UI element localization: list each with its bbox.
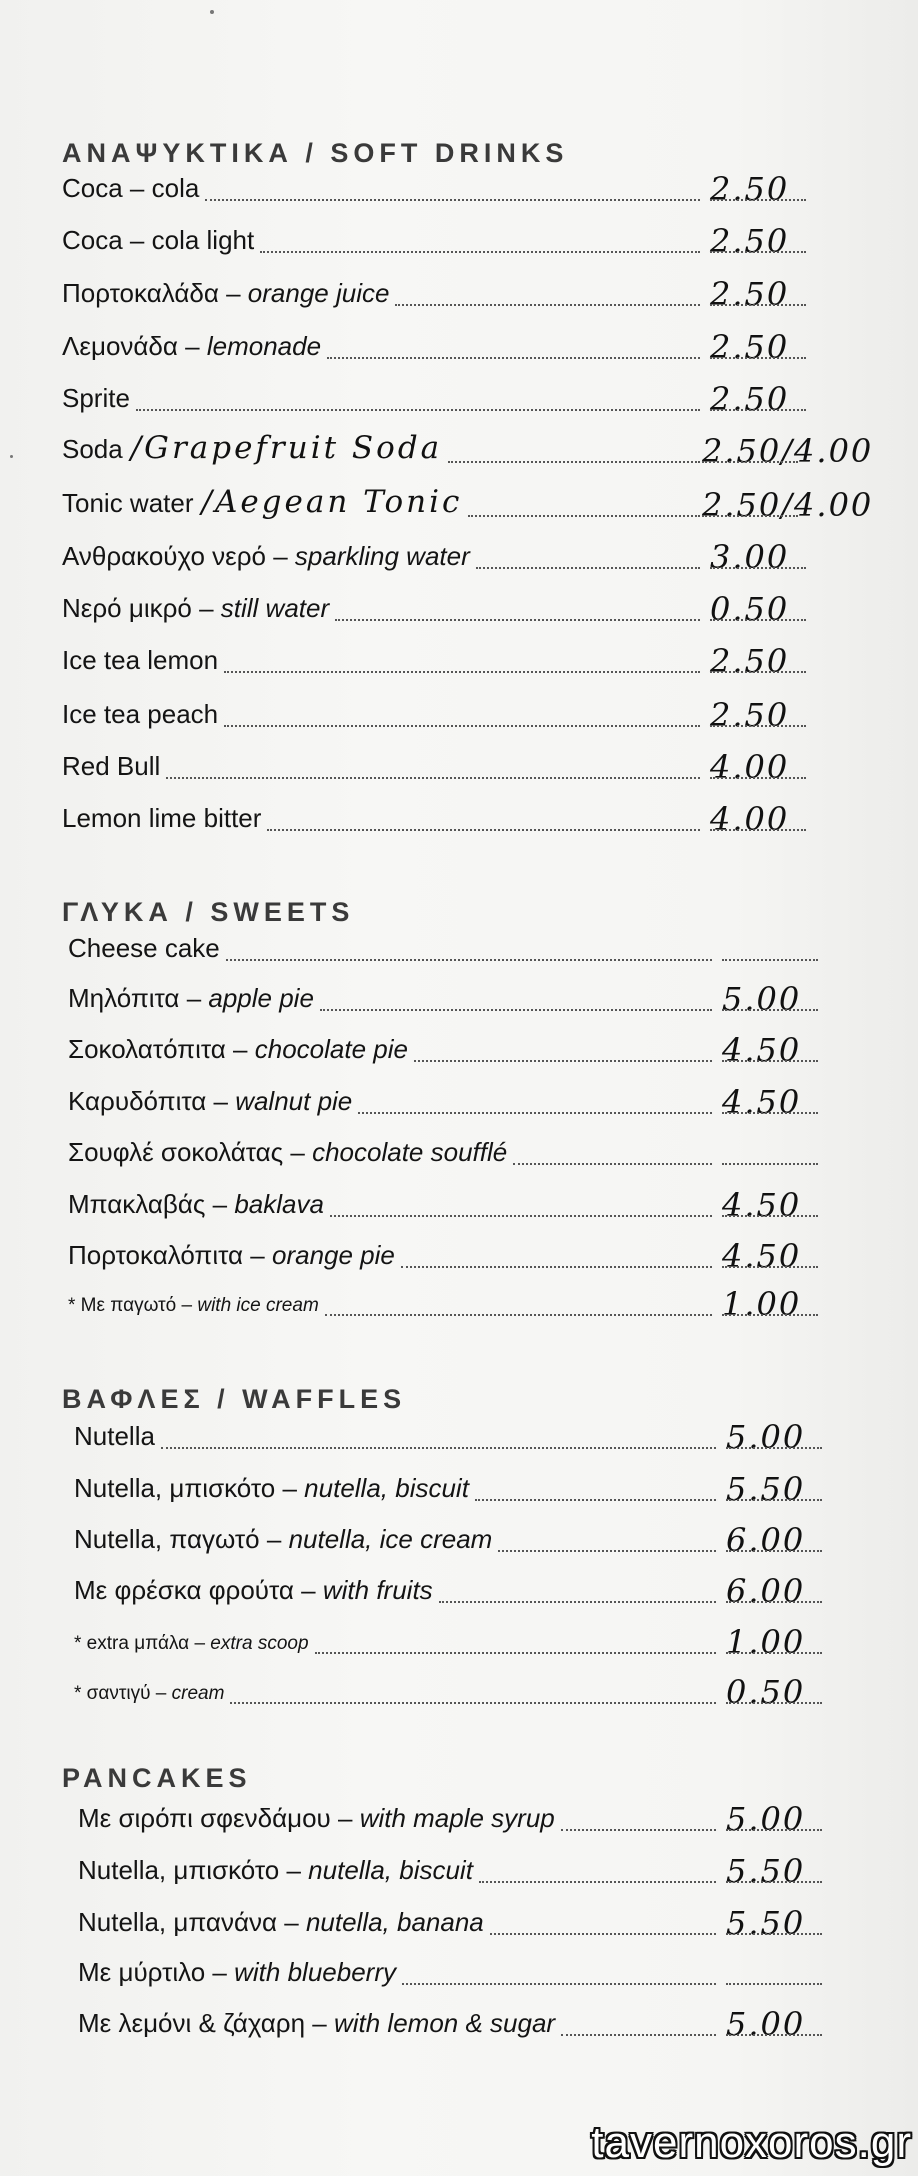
menu-item-name <box>74 1575 433 1606</box>
menu-item-name-english: chocolate pie <box>254 1034 408 1064</box>
menu-item-name-greek: Μπακλαβάς – <box>68 1189 235 1219</box>
price-leader <box>722 1163 818 1165</box>
menu-item-price: 4.00 <box>710 800 790 838</box>
menu-item-price: 5.50 <box>726 1904 806 1942</box>
menu-item-name-greek: Coca – cola light <box>62 225 255 255</box>
menu-item-name-greek: * extra μπάλα – <box>74 1633 211 1654</box>
menu-item <box>68 1237 802 1277</box>
menu-item-name-greek: Cheese cake <box>68 933 220 963</box>
price-leader <box>726 1702 822 1704</box>
menu-item-price: 4.50 <box>722 1186 802 1224</box>
menu-item-name <box>62 803 261 834</box>
menu-item <box>62 222 790 262</box>
menu-item-name-english: still water <box>220 593 330 623</box>
section-title-sweets: ΓΛΥΚΑ / SWEETS <box>62 897 355 927</box>
price-leader <box>722 1009 818 1011</box>
dot-leader <box>136 409 700 411</box>
price-leader <box>726 1933 822 1935</box>
menu-item <box>62 484 874 526</box>
dot-leader <box>327 357 700 359</box>
price-leader <box>702 461 798 463</box>
dot-leader <box>224 671 700 673</box>
menu-item-price: 2.50 <box>710 275 790 313</box>
menu-item-name-greek: Σουφλέ σοκολάτας – <box>68 1137 313 1167</box>
menu-item-name-english: with fruits <box>322 1575 433 1605</box>
menu-item <box>62 380 790 420</box>
menu-item-name <box>68 1034 408 1065</box>
menu-item <box>62 430 874 472</box>
dot-leader <box>561 2034 716 2036</box>
menu-item <box>62 696 790 736</box>
price-leader <box>710 304 806 306</box>
dot-leader <box>166 777 700 779</box>
menu-item-name <box>62 645 218 676</box>
menu-item-name-greek: Σοκολατόπιτα – <box>68 1034 255 1064</box>
menu-item-name <box>68 1189 324 1220</box>
menu-item-name-greek: Με λεμόνι & ζάχαρη – <box>78 2008 334 2038</box>
menu-item <box>68 980 802 1020</box>
menu-item-price: 1.00 <box>722 1285 802 1323</box>
price-leader <box>722 1266 818 1268</box>
menu-item-name-greek: Sprite <box>62 383 130 413</box>
menu-item <box>62 590 790 630</box>
menu-item <box>62 170 790 210</box>
price-leader <box>722 1112 818 1114</box>
dot-leader <box>358 1112 712 1114</box>
dot-leader <box>439 1601 716 1603</box>
menu-item-name-english: nutella, biscuit <box>304 1473 469 1503</box>
menu-item-name <box>62 541 470 572</box>
section-title-soft-drinks: ΑΝΑΨΥΚΤΙΚΑ / SOFT DRINKS <box>62 138 569 168</box>
menu-item-price: 2.50 <box>710 642 790 680</box>
menu-item-handwritten-addition: /Grapefruit Soda <box>130 430 443 466</box>
price-leader <box>722 959 818 961</box>
dot-leader <box>335 619 700 621</box>
price-leader <box>710 725 806 727</box>
section-title-pancakes: PANCAKES <box>62 1763 252 1793</box>
price-leader <box>710 619 806 621</box>
menu-item-name <box>68 1240 395 1271</box>
menu-item-name-greek: Nutella, παγωτό – <box>74 1524 289 1554</box>
dot-leader <box>320 1009 712 1011</box>
menu-item-name <box>68 1137 507 1168</box>
dot-leader <box>260 251 700 253</box>
menu-item-name-greek: Με μύρτιλο – <box>78 1957 235 1987</box>
price-leader <box>710 199 806 201</box>
dot-leader <box>401 1266 712 1268</box>
price-leader <box>726 1983 822 1985</box>
menu-item-name <box>62 383 130 414</box>
menu-item-name-english: lemonade <box>206 331 322 361</box>
section-title-waffles: ΒΑΦΛΕΣ / WAFFLES <box>62 1384 407 1414</box>
menu-item-name <box>68 1086 352 1117</box>
menu-item-name <box>62 699 218 730</box>
menu-item <box>68 1134 712 1174</box>
menu-item-name-greek: Με σιρόπι σφενδάμου – <box>78 1803 360 1833</box>
menu-item-price: 1.00 <box>726 1623 806 1661</box>
menu-item-name-greek: Red Bull <box>62 751 161 781</box>
dot-leader <box>513 1163 712 1165</box>
dot-leader <box>395 304 700 306</box>
menu-item <box>74 1418 806 1458</box>
menu-item-name-greek: Coca – cola <box>62 173 200 203</box>
menu-item-price: 2.50 <box>710 696 790 734</box>
menu-item-name-greek: Nutella, μπισκότο – <box>74 1473 305 1503</box>
menu-item-name-greek: Πορτοκαλάδα – <box>62 278 248 308</box>
dot-leader <box>230 1702 716 1704</box>
price-leader <box>710 251 806 253</box>
menu-item-name <box>62 484 462 520</box>
dot-leader <box>448 461 700 463</box>
menu-item <box>62 642 790 682</box>
dot-leader <box>226 959 712 961</box>
menu-item-name <box>62 225 254 256</box>
menu-item-price: 2.50/4.00 <box>702 486 874 524</box>
menu-item-name-greek: Nutella <box>74 1421 155 1451</box>
menu-item-price: 2.50 <box>710 170 790 208</box>
menu-item-name <box>62 751 160 782</box>
menu-item <box>68 1031 802 1071</box>
menu-item-name-greek: Nutella, μπανάνα – <box>78 1907 306 1937</box>
menu-item-name <box>74 1683 224 1705</box>
menu-item-name-english: baklava <box>234 1189 324 1219</box>
menu-item-name-english: with lemon & sugar <box>333 2008 556 2038</box>
menu-item-price: 3.00 <box>710 538 790 576</box>
price-leader <box>726 1499 822 1501</box>
menu-item-name <box>62 173 199 204</box>
menu-item <box>68 1285 802 1325</box>
menu-item <box>78 1904 806 1944</box>
price-leader <box>726 1601 822 1603</box>
price-leader <box>722 1060 818 1062</box>
dot-leader <box>325 1314 712 1316</box>
menu-item-name <box>68 933 220 964</box>
menu-item-price: 6.00 <box>726 1521 806 1559</box>
dot-leader <box>476 567 700 569</box>
menu-item-price: 5.00 <box>722 980 802 1018</box>
price-leader <box>726 1881 822 1883</box>
dot-leader <box>475 1499 716 1501</box>
menu-item-name-greek: * σαντιγύ – <box>74 1683 172 1704</box>
menu-item-price: 2.50 <box>710 328 790 366</box>
menu-item-price: 5.50 <box>726 1470 806 1508</box>
menu-item-name-greek: Ice tea peach <box>62 699 219 729</box>
menu-item-name-greek: Ice tea lemon <box>62 645 219 675</box>
menu-item-price: 2.50 <box>710 380 790 418</box>
menu-item-name <box>78 1907 484 1938</box>
menu-item-name-greek: Soda <box>62 434 123 464</box>
dot-leader <box>330 1215 712 1217</box>
price-leader <box>726 1447 822 1449</box>
menu-item-price: 5.00 <box>726 1800 806 1838</box>
menu-item-name-greek: Ανθρακούχο νερό – <box>62 541 295 571</box>
menu-item-name-english: walnut pie <box>235 1086 353 1116</box>
menu-item <box>74 1470 806 1510</box>
menu-item-price: 2.50 <box>710 222 790 260</box>
menu-item <box>62 800 790 840</box>
menu-item <box>62 328 790 368</box>
menu-item-price: 6.00 <box>726 1572 806 1610</box>
menu-item-price: 5.50 <box>726 1852 806 1890</box>
menu-item-name <box>62 278 389 309</box>
menu-item <box>74 1623 806 1663</box>
menu-item-name-english: chocolate soufflé <box>312 1137 508 1167</box>
menu-item <box>62 748 790 788</box>
menu-item-price: 4.50 <box>722 1031 802 1069</box>
menu-item-name-english: apple pie <box>208 983 314 1013</box>
dot-leader <box>161 1447 716 1449</box>
dot-leader <box>561 1829 716 1831</box>
menu-item-name-english: cream <box>171 1683 225 1704</box>
menu-item-name <box>62 430 442 466</box>
menu-item-name <box>74 1421 155 1452</box>
menu-item <box>78 1800 806 1840</box>
price-leader <box>710 409 806 411</box>
menu-item-name <box>74 1524 492 1555</box>
menu-item-name-english: with blueberry <box>234 1957 396 1987</box>
menu-item-price: 2.50/4.00 <box>702 432 874 470</box>
dot-leader <box>267 829 700 831</box>
price-leader <box>722 1215 818 1217</box>
menu-item <box>62 275 790 315</box>
dot-leader <box>414 1060 712 1062</box>
price-leader <box>710 357 806 359</box>
menu-item-price: 5.00 <box>726 1418 806 1456</box>
menu-item-name-greek: Nutella, μπισκότο – <box>78 1855 309 1885</box>
price-leader <box>726 1829 822 1831</box>
menu-item-name <box>78 2008 555 2039</box>
menu-item <box>68 1186 802 1226</box>
menu-item <box>62 538 790 578</box>
menu-item-price: 0.50 <box>726 1673 806 1711</box>
menu-item-name-greek: Καρυδόπιτα – <box>68 1086 236 1116</box>
menu-item-name <box>78 1803 555 1834</box>
menu-item-name-english: orange pie <box>272 1240 395 1270</box>
dot-leader <box>490 1933 716 1935</box>
price-leader <box>726 2034 822 2036</box>
menu-item-name-greek: Μηλόπιτα – <box>68 983 209 1013</box>
menu-item-name <box>78 1855 473 1886</box>
menu-item-price: 5.00 <box>726 2005 806 2043</box>
dot-leader <box>402 1983 716 1985</box>
price-leader <box>726 1550 822 1552</box>
menu-item-name <box>74 1473 469 1504</box>
menu-item-name-english: with maple syrup <box>359 1803 555 1833</box>
dot-leader <box>479 1881 716 1883</box>
menu-item-name-greek: Lemon lime bitter <box>62 803 262 833</box>
menu-item <box>78 1852 806 1892</box>
menu-item <box>68 1083 802 1123</box>
menu-item-price: 4.50 <box>722 1237 802 1275</box>
menu-item-name <box>62 593 329 624</box>
price-leader <box>726 1652 822 1654</box>
menu-item-name-english: nutella, biscuit <box>308 1855 473 1885</box>
watermark: tavernoxoros.gr <box>591 2118 912 2167</box>
menu-item <box>74 1572 806 1612</box>
price-leader <box>722 1314 818 1316</box>
menu-item-price: 0.50 <box>710 590 790 628</box>
dot-leader <box>315 1652 716 1654</box>
menu-item-name-english: nutella, ice cream <box>288 1524 493 1554</box>
menu-item-name-english: with ice cream <box>197 1295 319 1316</box>
scan-speck <box>210 10 214 14</box>
menu-item-name-greek: Λεμονάδα – <box>62 331 207 361</box>
menu-item <box>78 1954 716 1994</box>
menu-item-name-greek: Πορτοκαλόπιτα – <box>68 1240 272 1270</box>
menu-item-name-english: nutella, banana <box>305 1907 484 1937</box>
price-leader <box>702 515 798 517</box>
menu-item-name-greek: Με φρέσκα φρούτα – <box>74 1575 323 1605</box>
menu-item-price: 4.50 <box>722 1083 802 1121</box>
menu-item-name-english: extra scoop <box>210 1633 309 1654</box>
menu-item-name-greek: * Με παγωτό – <box>68 1295 198 1316</box>
menu-item-price: 4.00 <box>710 748 790 786</box>
menu-item-name <box>68 983 314 1014</box>
price-leader <box>710 829 806 831</box>
price-leader <box>710 567 806 569</box>
menu-item-name-english: sparkling water <box>294 541 470 571</box>
menu-item <box>74 1673 806 1713</box>
dot-leader <box>224 725 700 727</box>
menu-item-name <box>68 1295 319 1317</box>
menu-item-name <box>78 1957 396 1988</box>
dot-leader <box>205 199 700 201</box>
dot-leader <box>468 515 700 517</box>
menu-item-name-greek: Tonic water <box>62 488 194 518</box>
menu-item <box>78 2005 806 2045</box>
price-leader <box>710 671 806 673</box>
menu-item-name-greek: Νερό μικρό – <box>62 593 221 623</box>
menu-item-name <box>62 331 321 362</box>
menu-item-name-english: orange juice <box>247 278 390 308</box>
menu-item <box>74 1521 806 1561</box>
menu-item <box>68 930 712 970</box>
menu-item-name <box>74 1633 309 1655</box>
scan-speck <box>10 455 13 458</box>
menu-item-handwritten-addition: /Aegean Tonic <box>201 484 463 520</box>
dot-leader <box>498 1550 716 1552</box>
price-leader <box>710 777 806 779</box>
